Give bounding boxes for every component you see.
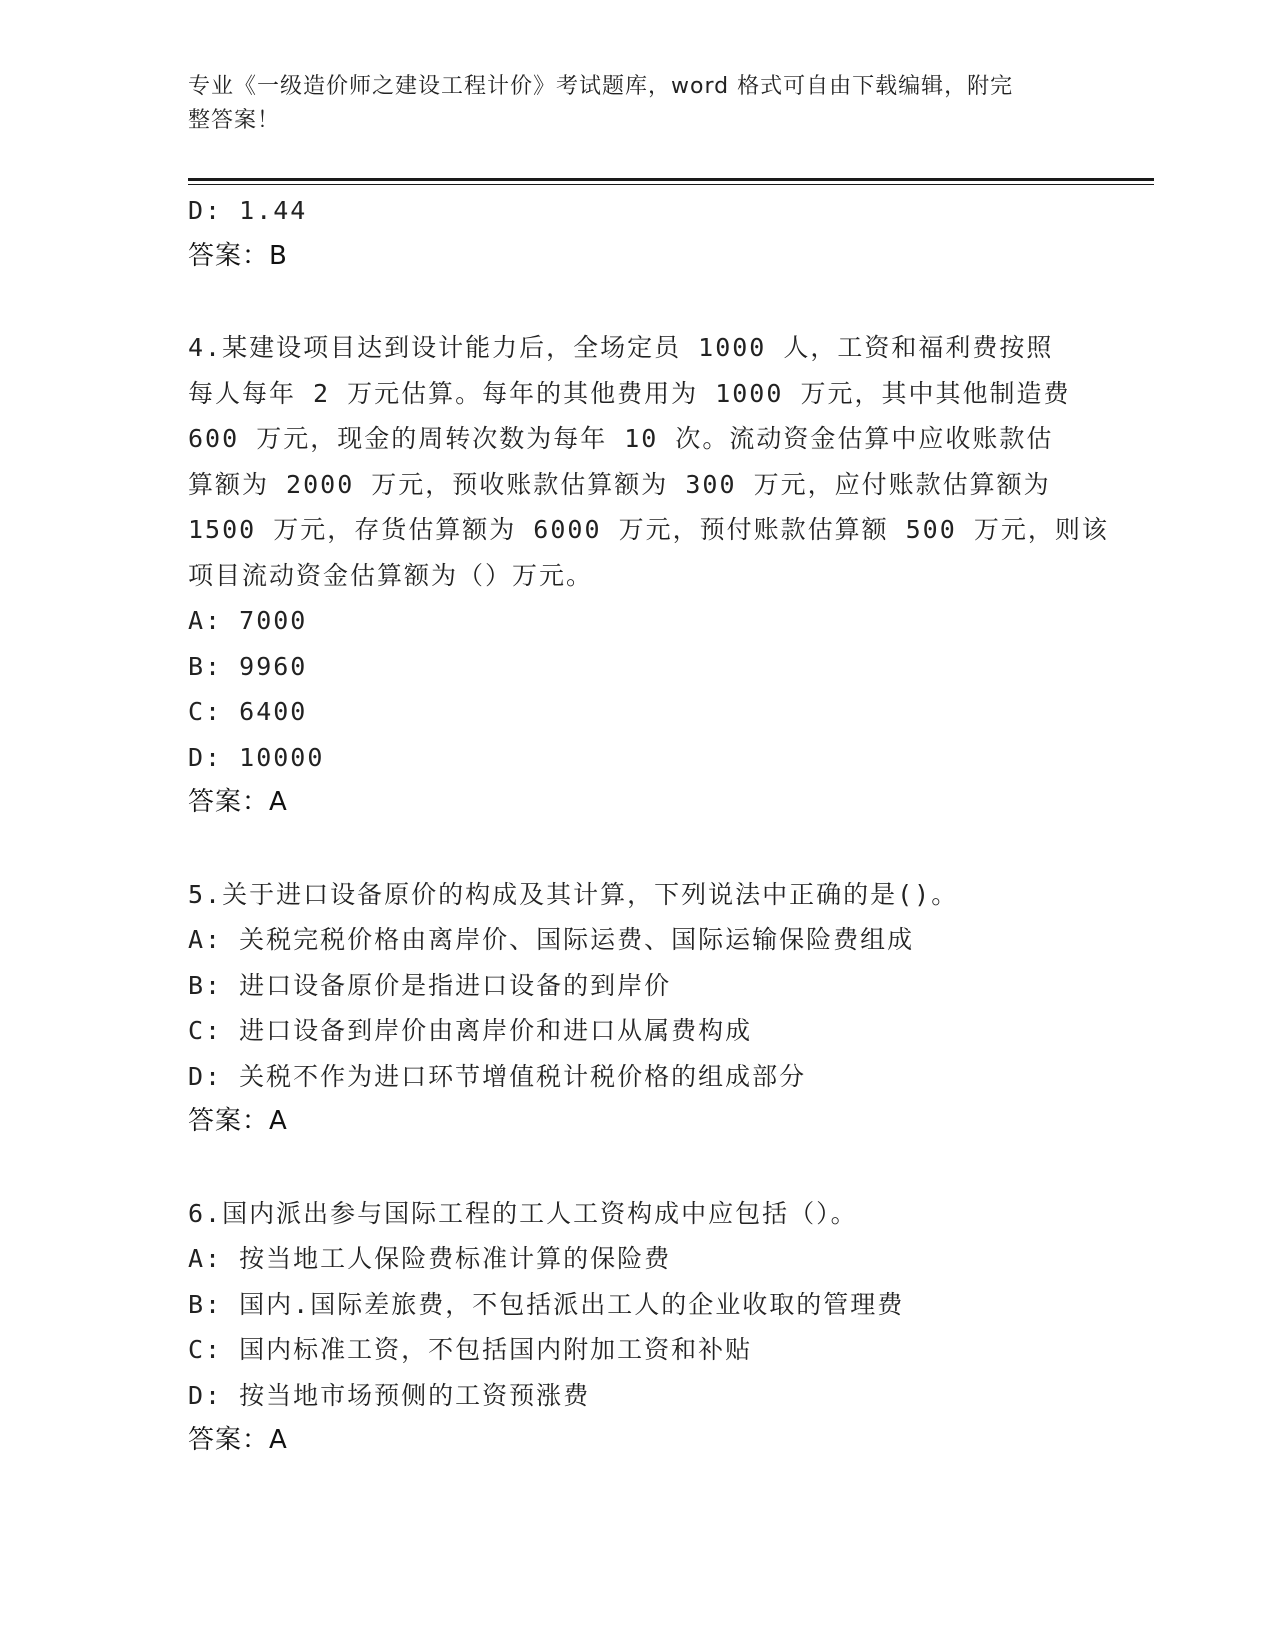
q5-answer: 答案：A [188,1106,288,1136]
header-line-1: 专业《一级造价师之建设工程计价》考试题库，word 格式可自由下载编辑，附完 [188,74,1014,99]
spacer [188,1145,1088,1191]
q3-option-d: D: 1.44 [188,196,308,225]
q5-option-d: D: 关税不作为进口环节增值税计税价格的组成部分 [188,1061,807,1091]
q5-option-a: A: 关税完税价格由离岸价、国际运费、国际运输保险费组成 [188,925,915,954]
q5-stem: 5.关于进口设备原价的构成及其计算，下列说法中正确的是()。 [188,879,959,909]
q4-option-d: D: 10000 [188,742,325,772]
question-6 [188,1191,1088,1464]
question-5 [188,872,1088,1145]
q6-option-b: B: 国内.国际差旅费，不包括派出工人的企业收取的管理费 [188,1289,905,1319]
question-content [188,188,1109,1464]
q6-option-c: C: 国内标准工资，不包括国内附加工资和补贴 [188,1335,753,1364]
document-header [188,70,1088,138]
q4-stem-line-3: 600 万元，现金的周转次数为每年 10 次。流动资金估算中应收账款估 [188,424,1054,453]
q4-answer: 答案：A [188,787,288,817]
q6-option-d: D: 按当地市场预侧的工资预涨费 [188,1380,591,1410]
q5-option-c: C: 进口设备到岸价由离岸价和进口从属费构成 [188,1016,753,1045]
q6-answer: 答案：A [188,1425,288,1455]
q4-stem-line-2: 每人每年 2 万元估算。每年的其他费用为 1000 万元，其中其他制造费 [188,378,1071,408]
header-line-2: 整答案！ [188,108,281,133]
q3-answer: 答案：B [188,240,288,271]
question-3-tail [188,188,1088,279]
q4-option-a: A: 7000 [188,606,308,635]
spacer [188,279,1088,325]
q5-option-b: B: 进口设备原价是指进口设备的到岸价 [188,970,672,1000]
q4-stem-line-1: 4.某建设项目达到设计能力后，全场定员 1000 人，工资和福利费按照 [188,333,1054,362]
q4-option-c: C: 6400 [188,697,308,726]
q6-stem: 6.国内派出参与国际工程的工人工资构成中应包括（）。 [188,1198,858,1228]
q4-stem-line-6: 项目流动资金估算额为（）万元。 [188,560,594,590]
question-4 [188,325,1109,826]
q6-option-a: A: 按当地工人保险费标准计算的保险费 [188,1244,672,1273]
q4-stem-line-4: 算额为 2000 万元，预收账款估算额为 300 万元，应付账款估算额为 [188,469,1051,499]
q4-option-b: B: 9960 [188,651,308,681]
header-divider-thick [188,178,1154,181]
header-divider-thin [188,184,1154,185]
q4-stem-line-5: 1500 万元，存货估算额为 6000 万元，预付账款估算额 500 万元，则该 [188,515,1109,544]
spacer [188,826,1088,872]
